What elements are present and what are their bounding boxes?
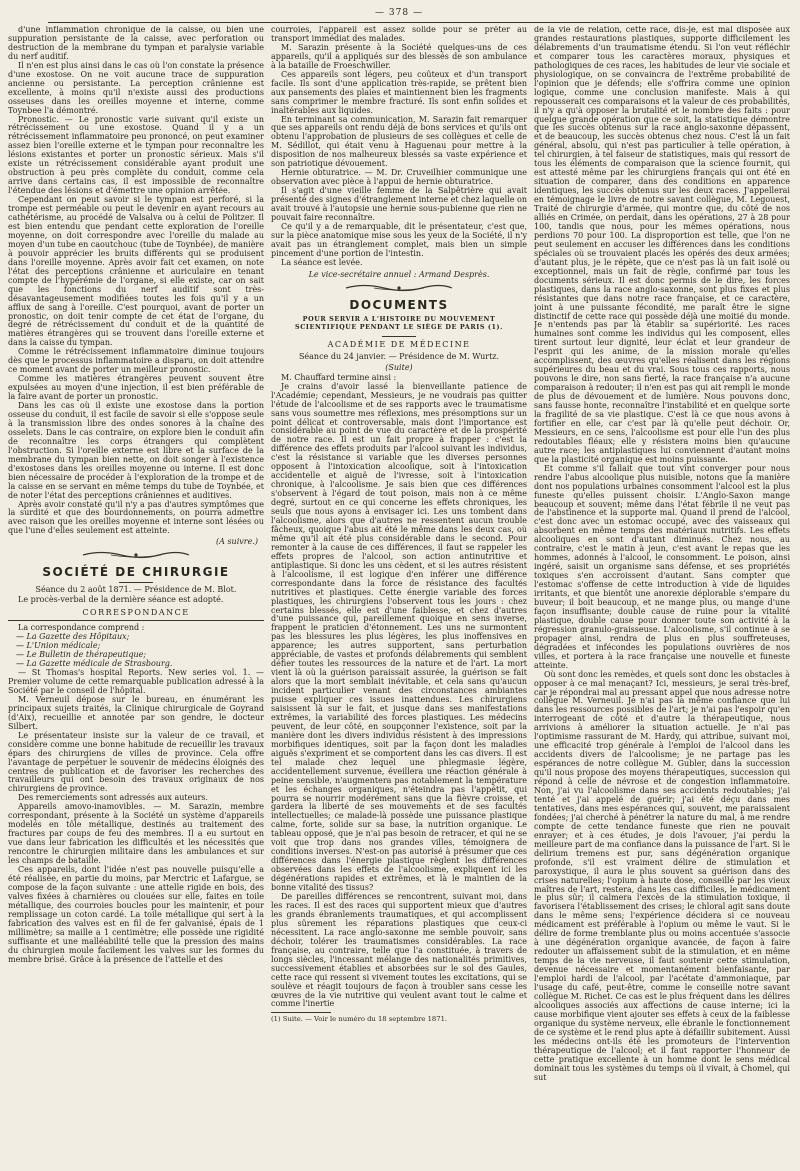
paragraph: de la vie de relation, cette race, dis-je, est mal disposée aux grandes restaurations plastiques, supporte difficilement les délabrements d'un traumatisme étendu. Si l'on veut réfléchir et comparer tous les caractères moraux, physiques et pathologiques de ces races, les habitudes de leur vie sociale et physiologique, on se convaincra de l'extrême probabilité de l'opinion que je défends; elle s'offrira comme une opinion logique, comme une conclusion manifeste. Mais à qui repousserait ces comparaisons et la valeur de ces probabilités, il n'y a qu'à opposer la brutalité et le nombre des faits : pour quelque grande opération que ce soit, la statistique démontre que les succès obtenus sur la race anglo-saxonne dépassent, et de beaucoup, les succès obtenus chez nous. C'est là un fait général, absolu, qui n'est pas particulier à telle opération, à tel chirurgien, à tel faiseur de statistiques, mais qui ressort de tous les éléments de comparaison que la science fournit, qui est attesté même par les chirurgiens français qui ont été en situation de comparer, dans des conditions en apparence identiques, les succès obtenus sur les deux races. J'appellerai en témoignage le livre de notre savant collègue, M. Legouest, Traité de chirurgie d'armée, qui montre que, du côté de nos alliés en Crimée, on perdait, dans les opérations, 27 à 28 pour 100, tandis que nous, pour les mêmes opérations, nous perdions 70 pour 100. La disproportion est telle, que l'on ne peut seulement en accuser les différences dans les conditions spéciales où se trouvaient placés les opérés des deux armées; d'autant plus, je le répète, que ce n'est pas là un fait isolé ou exceptionnel, mais un fait de règle, confirmé par tous les documents sérieux. Il est donc permis de le dire, les forces plastiques, dans la race anglo-saxonne, sont plus fixes et plus résistantes que dans notre race française, et ce caractère, joint à une puissante fécondité, me paraît être le signe distinctif de cette race qui possède déjà une moitié du monde. Je n'entends pas par là établir sa supériorité. Les races humaines sont comme les individus qui les composent, elles tirent surtout leur dignité, leur éclat et leur grandeur de l'esprit qui les anime, de la mission morale qu'elles accomplissent, des œuvres qu'elles réalisent dans les régions supérieures du beau et du vrai. Sous tous ces rapports, nous pouvons le dire, non sans fierté, la race française n'a aucune comparaison à redouter; il n'en est pas qui ait rempli le monde de plus de dévouement et de lumière. Nous pouvons donc, sans fausse honte, reconnaître l'instabilité et en quelque sorte la fragilité de sa vie plastique. C'est là ce que nous avons à fortifier en elle, car c'est par là qu'elle peut déchoir. Or, Messieurs, en ce sens, l'alcoolisme est pour elle l'un des plus redoutables fléaux; elle y résistera moins bien qu'aucune autre race; les antiplastiques lui conviennent d'autant moins que la plasticité organique est moins puissante. <box>534 26 790 464</box>
secretary-signature: Le vice-secrétaire annuel : Armand Desprès. <box>308 269 490 279</box>
header-rule <box>48 22 760 23</box>
ornament-divider <box>271 281 527 295</box>
academy-title: ACADÉMIE DE MÉDECINE <box>327 339 471 349</box>
columns <box>8 26 790 1164</box>
paragraph: Après avoir constaté qu'il n'y a pas d'autres symptômes que la surdité et que des bourdonnements, on pourra admettre avec raison que les oreilles moyenne et interne sont lésées ou que l'une d'elles seulement est atteinte. <box>8 499 264 536</box>
paragraph: Cependant on peut savoir si le tympan est perforé, si la trompe est perméable ou peut le devenir en ayant recours au cathétérisme, au procédé de Valsalva ou à celui de Politzer. Il est bien entendu que pendant cette exploration de l'oreille moyenne, on doit correspondre avec l'oreille du malade au moyen d'un tube en caoutchouc (tube de Toynbée), de manière à pouvoir apprécier les bruits différents qui se produisent dans l'oreille moyenne. Après avoir fait cet examen, on note l'état des perceptions crânienne et auriculaire en tenant compte de l'hypérémie de l'organe, si elle existe, car on sait que les fonctions du nerf auditif sont très-désavantageusement modifiées toutes les fois qu'il y a un afflux de sang à l'oreille. C'est pourquoi, avant de porter un pronostic, on doit tenir compte de cet état de l'organe, du degré de rétrécissement du conduit et de la quantité de matières étrangères qui se trouvent dans l'oreille externe et dans la caisse du tympan. <box>8 195 264 348</box>
paragraph: En terminant sa communication, M. Sarazin fait remarquer que ses appareils ont rendu déjà de bons services et qu'ils ont obtenu l'approbation de plusieurs de ses collègues et celle de M. Sédillot, qui était venu à Haguenau pour mettre à la disposition de nos malheureux blessés sa vaste expérience et son patriotique dévouement. <box>271 114 527 169</box>
academy-continued: (Suite) <box>385 362 413 372</box>
correspondence-title: CORRESPONDANCE <box>82 608 190 618</box>
continued-note: (A suivre.) <box>216 537 258 547</box>
list-item: — La Gazette des Hôpitaux; <box>16 632 130 642</box>
paragraph: Où sont donc les remèdes, et quels sont donc les obstacles à opposer à ce mal menaçant? Ici, messieurs, je serai très-bref, car je répondrai mal au pressant appel que nous adresse notre collègue M. Verneuil. Je n'ai pas la même confiance que lui dans les ressources possibles de l'art; je n'ai pas l'espoir qu'en interrogeant de côté et d'autre la thérapeutique, nous arrivions à améliorer la situation actuelle. Je n'ai pas l'optimisme rassurant de M. Hardy, qui attribue, suivant moi, une efficacité trop générale à l'emploi de l'alcool dans les accidents divers de l'alcoolisme; je ne partage pas les espérances de notre collègue M. Gubler, dans la succession qu'il nous propose des moyens thérapeutiques, succession qui répond à celle de névrose et de congestion inflammatoire. Non, j'ai vu l'alcoolisme dans ses accidents redoutables; j'ai tenté et j'ai appelé de guérir; j'ai été déçu dans mes tentatives, dans mes espérances qui, souvent, me paraissaient fondées; j'ai cherché à pénétrer la nature du mal, à me rendre compte de cette tendance funeste que rien ne pouvait enrayer; et à ces études, je dois l'avouer, j'ai perdu la meilleure part de ma confiance dans la puissance de l'art. Si le delirium tremens est pur, sans dégénération organique profonde, s'il est vraiment délire de stimulation et paroxystique, il aura le plus souvent sa guérison dans des crises naturelles; l'opium à haute dose, conseillé par les vieux maîtres de l'art, restera, dans les cas difficiles, le médicament le plus sûr; il calmera l'excès de la stimulation toxique, il favorisera l'établissement des crises; le chloral agit sans doute dans le même sens; l'expérience décidera si ce nouveau médicament est préférable à l'opium ou même le vaut. Si le délire de forme tremblante plus ou moins accentuée s'associe à une dégénération organique avancée, de façon à faire redouter un affaissement subit de la stimulation, et en même temps de la vie nerveuse, il faut soutenir cette stimulation, devenue nécessaire et momentanément bienfaisante, par l'emploi hardi de l'alcool, par l'acétate d'ammoniaque, par l'usage du café, peut-être, comme le conseille notre savant collègue M. Richet. Ce cas est le plus fréquent dans les délires alcooliques associés aux affections de cause interne; ici la cause morbifique vient ajouter ses effets à ceux de la faiblesse organique du système nerveux, elle ébranle le fonctionnement de ce système et le rend plus apte à défaillir subitement. Aussi les médecins ont-ils été les promoteurs de l'intervention thérapeutique de l'alcool; et il faut rapporter l'honneur de cette pratique excellente à un homme dont le sens médical dominait tous les systèmes du temps où il vivait, à Chomel, qui sut <box>534 669 790 1082</box>
list-item: — St Thomas's hospital Reports. New series vol. 1. — Premier volume de cette remarquable publication adressé à la Société par le conseil de l'hôpital. <box>8 668 264 695</box>
ornament-divider <box>8 548 264 562</box>
paragraph: Pronostic. — Le pronostic varie suivant qu'il existe un rétrécissement ou une exostose. Quand il y a un rétrécissement inflammatoire peu prononcé, on peut examiner assez bien l'oreille externe et le tympan pour reconnaître les lésions existantes et porter un pronostic sérieux. Mais s'il existe un rétrécissement considérable ayant produit une obstruction à peu près complète du conduit, comme cela arrive dans certains cas, il est impossible de reconnaître l'étendue des lésions et d'émettre une opinion arrêtée. <box>8 114 264 196</box>
list-item: — La Gazette médicale de Strasbourg. <box>16 659 173 669</box>
column-2 <box>271 26 527 1164</box>
column-3 <box>534 26 790 1164</box>
academy-session: Séance du 24 janvier. — Présidence de M. Wurtz. <box>298 351 500 361</box>
page-header <box>8 6 790 26</box>
paragraph: M. Verneuil dépose sur le bureau, en énumérant les principaux sujets traités, la Clinique chirurgicale de Goyrand (d'Aix), recueillie et annotée par son gendre, le docteur Silbert. <box>8 694 264 731</box>
paragraph: De pareilles différences se rencontrent, suivant moi, dans les races. Il est des races qui supportent mieux que d'autres les grands ébranlements traumatiques, et qui accomplissent plus sûrement les réparations plastiques que ceux-ci nécessitent. La race anglo-saxonne me semble pouvoir, sans déchoir, tolérer les traumatismes considérables. La race française, au contraire, telle que l'a constituée, à travers de longs siècles, l'incessant mélange des nationalités primitives, successivement établies et absorbées sur le sol des Gaules, cette race qui ressent si vivement toutes les excitations, qui se soulève et réagit toujours de façon à troubler sans cesse les œuvres de la vie nutritive qui veulent avant tout le calme et comme l'inertie <box>271 892 527 1009</box>
list-item: — L'Union médicale; <box>16 641 101 651</box>
paragraph: Ces appareils, dont l'idée n'est pas nouvelle puisqu'elle a été réalisée, en partie du moins, par Merctric et Lafargue, se compose de la façon suivante : une attelle rigide en bois, des valves fixées à charnières ou clouées sur elle, faites en toile métallique, des courroies boucles pour les maintenir, et pour remplissage un coton cardé. La toile métallique qui sert à la fabrication des valves est en fil de fer galvanisé, épais de 1 millimètre; sa maille a 1 centimètre; elle possède une rigidité suffisante et une malléabilité telle que la pression des mains du chirurgien moule facilement les valves sur les formes du membre brisé. Grâce à la présence de l'attelle et des <box>8 865 264 964</box>
list-item: — Le Bulletin de thérapeutique; <box>16 650 147 660</box>
correspondence-rule <box>8 620 264 621</box>
title-rule <box>382 336 416 337</box>
page-number: — 378 — <box>375 8 423 18</box>
paragraph: La séance est levée. <box>281 257 363 267</box>
speaker-line: M. Chauffard termine ainsi : <box>281 372 397 382</box>
session-line: Séance du 2 août 1871. — Présidence de M. Blot. <box>35 585 237 595</box>
section-title-documents: DOCUMENTS <box>349 297 449 312</box>
column-1 <box>8 26 264 1164</box>
correspondence-intro: La correspondance comprend : <box>18 623 145 633</box>
paragraph: Appareils amovo-inamovibles. — M. Sarazin, membre correspondant, présente à la Société un système d'appareils modelés en tôle métallique, destinés au traitement des fractures par coups de feu des membres. Il a eu surtout en vue dans leur fabrication les difficultés et les nécessités que rencontre le chirurgien militaire dans les ambulances et sur les champs de bataille. <box>8 802 264 866</box>
footnote-rule <box>271 1012 331 1013</box>
paragraph: Il n'en est plus ainsi dans le cas où l'on constate la présence d'une exostose. On ne voit aucune trace de suppuration ancienne ou persistante. La perception crânienne est excellente, à moins qu'il n'existe aussi des productions osseuses dans les oreilles moyenne et interne, comme Toynbee l'a démontré. <box>8 60 264 115</box>
paragraph: Dans les cas où il existe une exostose dans la portion osseuse du conduit, il est facile de savoir si elle s'oppose seule à la transmission libre des ondes sonores à la chaîne des osselets. Dans le cas contraire, on explore bien le conduit afin de reconnaître les corps étrangers qui complètent l'obstruction. Si l'oreille externe est libre et la surface de la membrane du tympan bien nette, on doit songer à l'existence d'exostoses dans les oreilles moyenne ou interne. Il est donc bien nécessaire de procéder à l'exploration de la trompe et de la caisse en se servant en même temps du tube de Toynbée, et de noter l'état des perceptions crâniennes et auditives. <box>8 401 264 500</box>
paragraph: Je crains d'avoir lassé la bienveillante patience de l'Académie; cependant, Messieurs, je ne voudrais pas quitter l'étude de l'alcoolisme et de ses rapports avec le traumatisme sans vous soumettre mes réflexions, mes présomptions sur un point délicat et controversable, mais dont l'importance est considérable au point de vue du caractère et de la prospérité de notre race. Il est un fait propre à frapper : c'est la différence des effets produits par l'alcool suivant les individus, c'est la résistance si variable que les diverses personnes opposent à l'intoxication alcoolique, soit à l'intoxication accidentelle et aiguë de l'ivresse, soit à l'intoxication chronique, à l'alcoolisme. Je sais bien que ces différences s'observent à l'égard de tout poison, mais non à ce même degré, surtout en ce qui concerne les effets chroniques, les seuls que nous ayons à envisager ici. Les uns tombent dans l'alcoolisme, alors que d'autres ne ressentent aucun trouble fâcheux, quoique l'abus ait été le même dans les deux cas, où même qu'il ait été plus considérable dans le second. Pour remonter à la cause de ces différences, il faut se rappeler les effets propres de l'alcool, son action antinutritive et antiplastique. Si donc les uns cèdent, et si les autres résistent à l'alcoolisme, il est logique d'en inférer une différence correspondante dans la force de résistance des facultés nutritives et plastiques. Cette énergie variable des forces plastiques, les chirurgiens l'observent tous les jours : chez certains blessés, elle est d'une faiblesse, et chez d'autres d'une puissance qui, pareillement quoique en sens inverse, frappent le praticien d'étonnement. Les uns ne surmontent pas les blessures les plus légères, les plus inoffensives en apparence; les autres supportent, sans perturbation appréciable, de vastes et profonds délabrements qui semblent défier toutes les ressources de la nature et de l'art. La mort vient là où la guérison paraissait assurée, la guérison se fait alors que la mort semblait inévitable, et cela sans qu'aucun incident particulier venant des circonstances ambiantes puisse expliquer ces issues inattendues. Les chirurgiens saisissent là sur le fait, et jusque dans ses manifestations extrêmes, la variabilité des forces plastiques. Les médecins peuvent, de leur côté, en soupçonner l'existence, soit par la manière dont les divers individus résistent à des impressions morbifiques identiques, soit par la façon dont les maladies aiguës s'expriment et se comportent dans les cas divers. Il est tel malade chez lequel une phlegmasie légère, accidentellement survenue, éveillera une réaction générale à peine sensible, n'augmentera pas notablement la température et les échanges organiques, n'éteindra pas l'appétit, qui pourra se nourrir modérément sans que la fièvre croisse, et gardera la liberté de ses mouvements et de ses facultés intellectuelles; ce malade-là possède une puissance plastique calme, forte, solide sur sa base, la nutrition organique. Le tableau opposé, que je n'ai pas besoin de retracer, et qui ne se voit que trop dans nos grandes villes, témoignera de conditions inverses. N'est-on pas autorisé à présumer que ces différences dans l'énergie plastique règlent les différences observées dans les effets de l'alcoolisme, expliquent ici les dégénérations rapides et extrêmes, et là le maintien de la bonne vitalité des tissus? <box>271 381 527 893</box>
paragraph: M. Sarazin présente à la Société quelques-uns de ces appareils, qu'il a appliqués sur des blessés de son ambulance à la bataille de Froeschwiller. <box>271 42 527 70</box>
paragraph: d'une inflammation chronique de la caisse, ou bien une suppuration persistante de la caisse, avec perforation ou destruction de la membrane du tympan et paralysie variable du nerf auditif. <box>8 26 264 61</box>
paragraph: Et comme s'il fallait que tout vînt converger pour nous rendre l'abus alcoolique plus nuisible, notons que la manière dont nos populations urbaines consomment l'alcool est la plus funeste qu'elles puissent choisir. L'Anglo-Saxon mange beaucoup et souvent; même dans l'état fébrile il ne veut pas de l'abstinence et la supporte mal. Quand il prend de l'alcool, c'est donc avec un estomac occupé, avec des vaisseaux qui absorbent en même temps des matériaux nutritifs. Les effets alcooliques en sont d'autant diminués. Chez nous, au contraire, c'est le matin à jeun, c'est avant le repas que les hommes, adonnés à l'alcool, le consomment. Le poison, ainsi ingéré, saisit un organisme sans défense, et ses propriétés toxiques s'en accroissent d'autant. Sans compter que l'estomac s'offense de cette introduction à vide de liquides irritants, et que bientôt une anorexie déplorable s'empare du buveur; il boit beaucoup, et ne mange plus, ou mange d'une façon insuffisante; double cause de ruine pour la vitalité plastique, double cause pour donner toute son activité à la régression granulo-graisseuse. L'alcoolisme, s'il continue à se propager ainsi, rendra de plus en plus souffreteuses, dégradées et infécondes les populations ouvrières de nos villes, et portera à la race française une nouvelle et funeste atteinte. <box>534 463 790 670</box>
paragraph: Comme le rétrécissement inflammatoire diminue toujours dès que le processus inflammatoire a disparu, on doit attendre ce moment avant de porter un meilleur pronostic. <box>8 347 264 375</box>
paragraph: Comme les matières étrangères peuvent souvent être expulsées au moyen d'une injection, il est bien préférable de la faire avant de porter un pronostic. <box>8 374 264 402</box>
paragraph: Des remerciements sont adressés aux auteurs. <box>18 793 208 803</box>
paragraph: courroies, l'appareil est assez solide pour se prêter au transport immédiat des malades. <box>271 26 527 43</box>
footnote: (1) Suite. — Voir le numéro du 18 septembre 1871. <box>271 1015 448 1024</box>
paragraph: Il s'agit d'une vieille femme de la Salpêtrière qui avait présenté des signes d'étranglement interne et chez laquelle on avait trouvé à l'autopsie une hernie sous-pubienne que rien ne pouvait faire reconnaître. <box>271 186 527 223</box>
title-rule <box>119 582 153 583</box>
paragraph: Ces appareils sont légers, peu coûteux et d'un transport facile. Ils sont d'une application très-rapide, se prêtent bien aux pansements des plaies et maintiennent bien les fragments sans comprimer le membre fracturé. Ils sont enfin solides et inaltérables aux liquides. <box>271 69 527 115</box>
paragraph: Le présentateur insiste sur la valeur de ce travail, et considère comme une bonne habitude de recueillir les travaux épars des chirurgiens de villes de province. Cela offre l'avantage de perpétuer le souvenir de médecins éloignés des centres de publication et de favoriser les recherches des travailleurs qui ont besoin des travaux originaux de nos chirurgiens de province. <box>8 730 264 794</box>
paragraph: Hernie obturatrice. — M. Dr. Cruveilhier communique une observation avec pièce à l'appui de hernie obturatrice. <box>271 168 527 187</box>
section-title-society: SOCIÉTÉ DE CHIRURGIE <box>42 565 230 580</box>
documents-subtitle: POUR SERVIR A L'HISTOIRE DU MOUVEMENT SCIENTIFIQUE PENDANT LE SIÈGE DE PARIS (1). <box>295 314 503 332</box>
minutes-line: Le procès-verbal de la dernière séance est adopté. <box>18 595 224 605</box>
paragraph: Ce qu'il y a de remarquable, dit le présentateur, c'est que, sur la pièce anatomique mise sous les yeux de la Société, il n'y avait pas un étranglement complet, mais bien un simple pincement d'une portion de l'intestin. <box>271 221 527 258</box>
